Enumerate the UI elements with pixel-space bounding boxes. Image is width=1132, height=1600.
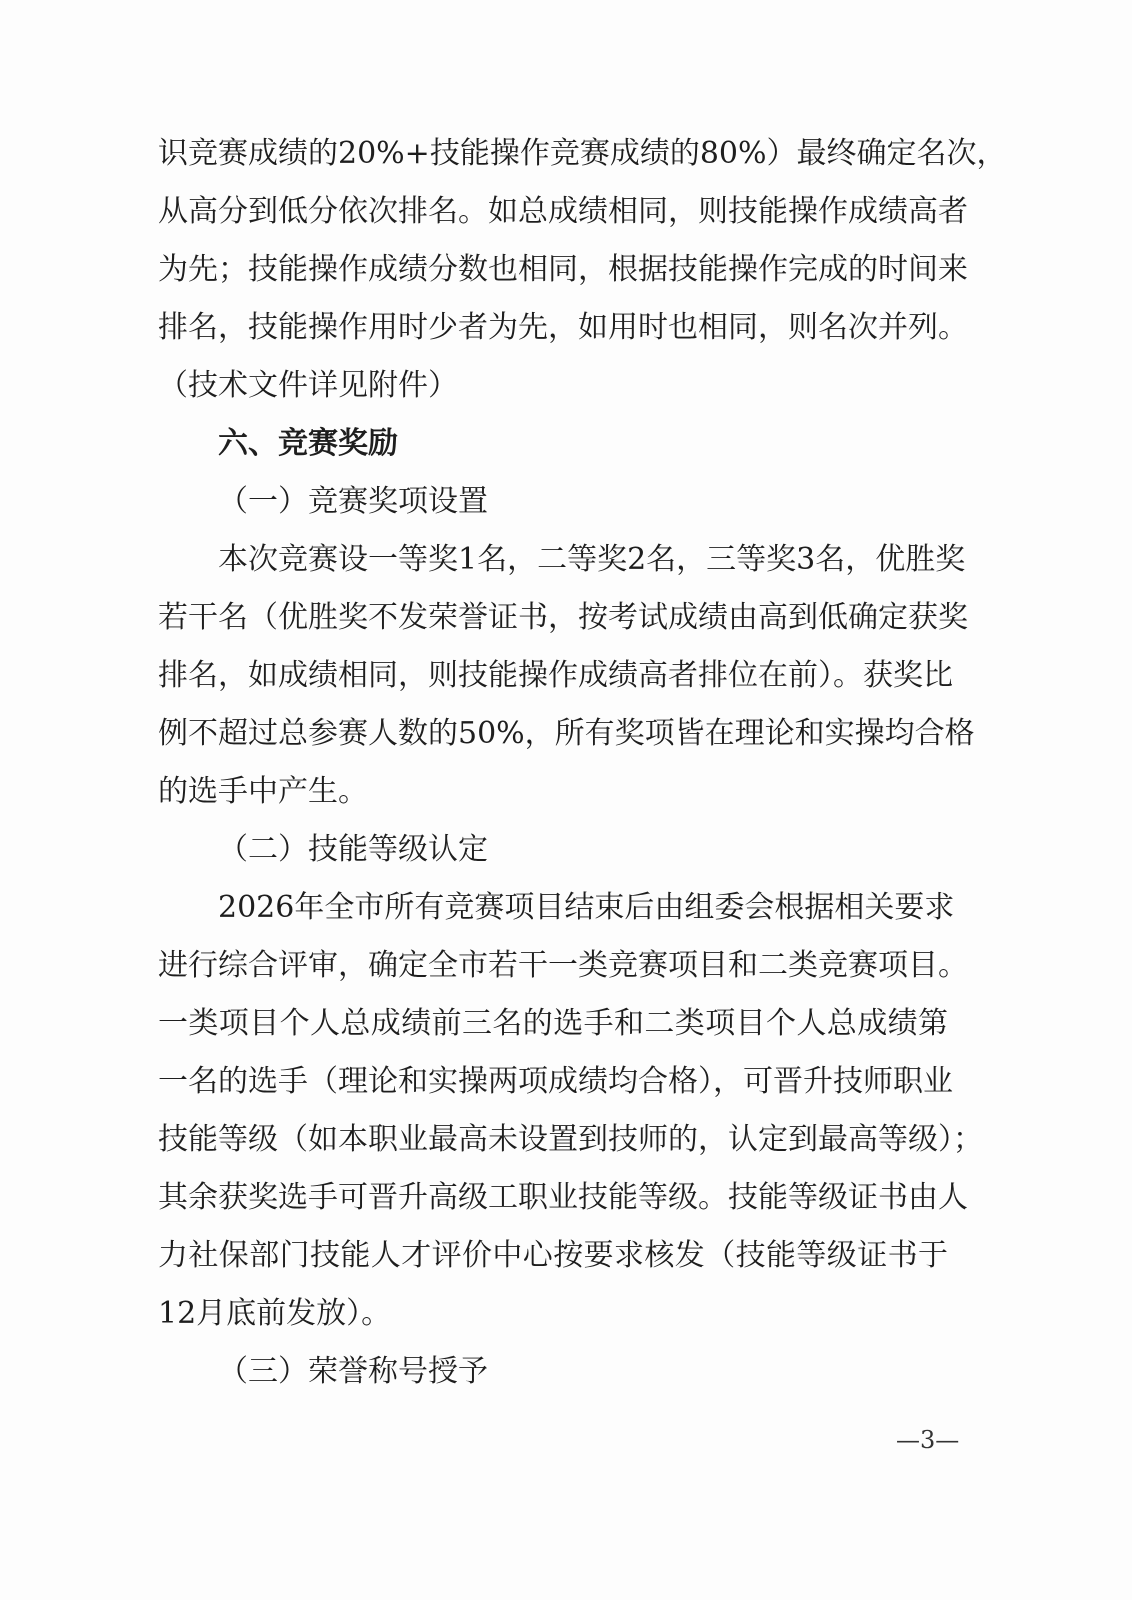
body-line: 识竞赛成绩的20%+技能操作竞赛成绩的80%）最终确定名次， <box>158 136 1007 171</box>
body-line: 其余获奖选手可晋升高级工职业技能等级。技能等级证书由人 <box>158 1180 968 1215</box>
body-line: 的选手中产生。 <box>158 774 368 809</box>
body-line: 为先；技能操作成绩分数也相同，根据技能操作完成的时间来 <box>158 252 968 287</box>
body-line: 一类项目个人总成绩前三名的选手和二类项目个人总成绩第 <box>158 1006 948 1041</box>
body-line: 排名，技能操作用时少者为先，如用时也相同，则名次并列。 <box>158 310 968 345</box>
page-number: —3— <box>896 1426 960 1454</box>
body-line: 力社保部门技能人才评价中心按要求核发（技能等级证书于 <box>158 1238 948 1273</box>
subsection-heading: （一）竞赛奖项设置 <box>218 484 488 519</box>
body-line: 技能等级（如本职业最高未设置到技师的，认定到最高等级）； <box>158 1122 983 1157</box>
body-line: 2026年全市所有竞赛项目结束后由组委会根据相关要求 <box>218 890 955 925</box>
body-line: （技术文件详见附件） <box>158 368 458 403</box>
body-line: 一名的选手（理论和实操两项成绩均合格），可晋升技师职业 <box>158 1064 953 1099</box>
body-line: 本次竞赛设一等奖1名，二等奖2名，三等奖3名，优胜奖 <box>218 542 966 577</box>
subsection-heading: （二）技能等级认定 <box>218 832 488 867</box>
body-line: 例不超过总参赛人数的50%，所有奖项皆在理论和实操均合格 <box>158 716 975 751</box>
body-line: 排名，如成绩相同，则技能操作成绩高者排位在前）。获奖比 <box>158 658 953 693</box>
body-line: 从高分到低分依次排名。如总成绩相同，则技能操作成绩高者 <box>158 194 968 229</box>
body-line: 12月底前发放）。 <box>158 1296 392 1331</box>
body-line: 若干名（优胜奖不发荣誉证书，按考试成绩由高到低确定获奖 <box>158 600 968 635</box>
section-heading: 六、竞赛奖励 <box>218 426 398 461</box>
subsection-heading: （三）荣誉称号授予 <box>218 1354 488 1389</box>
body-line: 进行综合评审，确定全市若干一类竞赛项目和二类竞赛项目。 <box>158 948 968 983</box>
